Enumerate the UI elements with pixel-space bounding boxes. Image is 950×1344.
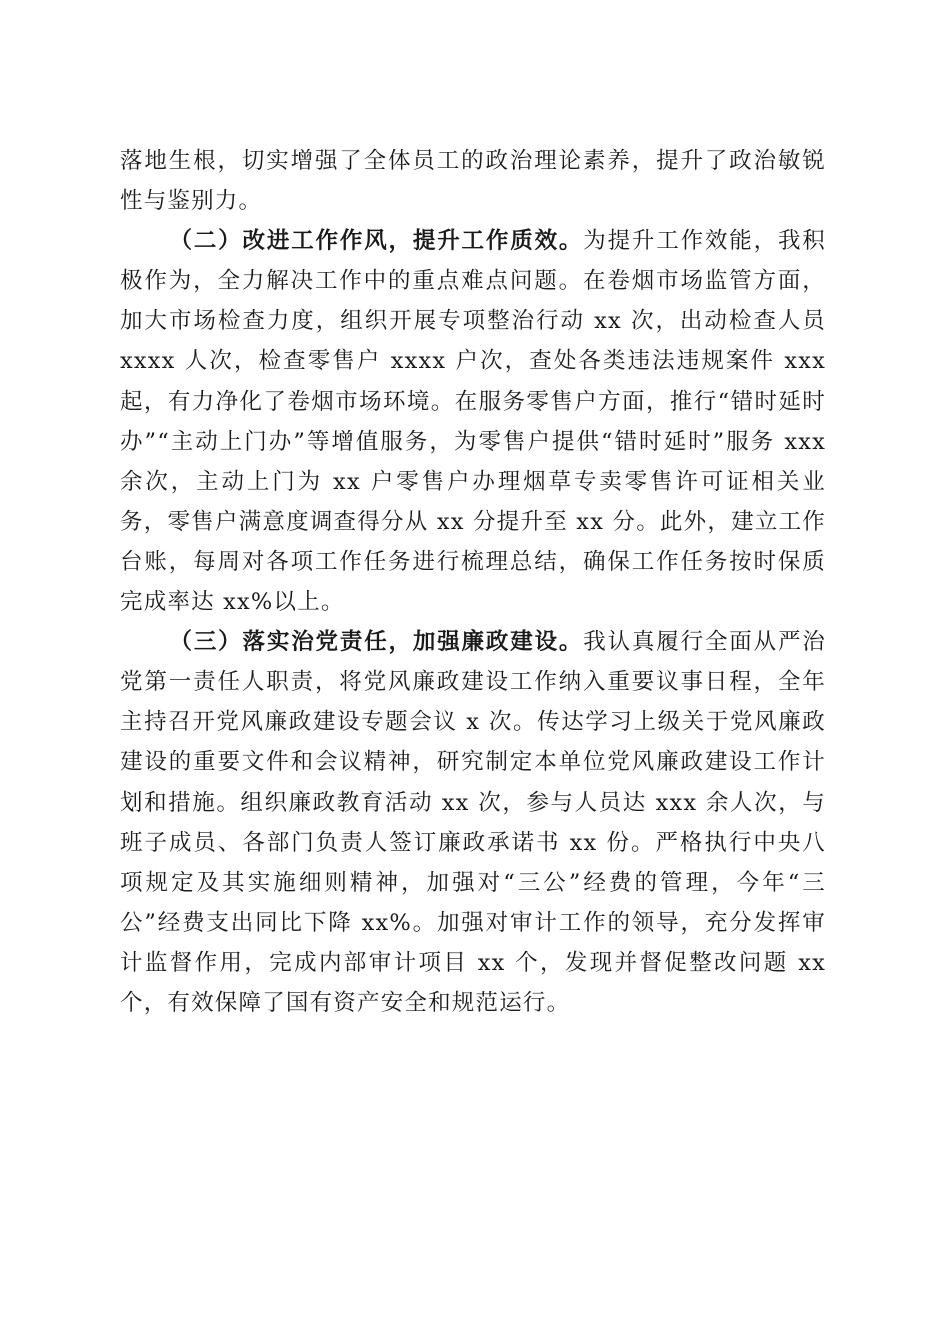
paragraph-text: 为提升工作效能，我积极作为，全力解决工作中的重点难点问题。在卷烟市场监管方面，加大市场检查力度，组织开展专项整治行动 xx 次，出动检查人员 xxxx 人次，检查零售户 xxxx 户次，查处各类违法违规案件 xxx 起，有力净化了卷烟市场环境。在服务零售户方面，推行“错时延时办”“主动上门办”等增值服务，为零售户提供“错时延时”服务 xxx 余次，主动上门为 xx 户零售户办理烟草专卖零售许可证相关业务，零售户满意度调查得分从 xx 分提升至 xx 分。此外，建立工作台账，每周对各项工作任务进行梳理总结，确保工作任务按时保质完成率达 xx%以上。 (120, 228, 826, 616)
paragraph-improve-work-style (120, 221, 826, 622)
section-heading-2: （二）改进工作作风，提升工作质效。 (169, 228, 584, 255)
section-heading-3: （三）落实治党责任，加强廉政建设。 (169, 629, 584, 656)
paragraph-continuation (120, 141, 826, 221)
paragraph-text: 落地生根，切实增强了全体员工的政治理论素养，提升了政治敏锐性与鉴别力。 (120, 148, 826, 215)
paragraph-text: 我认真履行全面从严治党第一责任人职责，将党风廉政建设工作纳入重要议事日程，全年主持召开党风廉政建设专题会议 x 次。传达学习上级关于党风廉政建设的重要文件和会议精神，研究制定本单位党风廉政建设工作计划和措施。组织廉政教育活动 xx 次，参与人员达 xxx 余人次，与班子成员、各部门负责人签订廉政承诺书 xx 份。严格执行中央八项规定及其实施细则精神，加强对“三公”经费的管理，今年“三公”经费支出同比下降 xx%。加强对审计工作的领导，充分发挥审计监督作用，完成内部审计项目 xx 个，发现并督促整改问题 xx 个，有效保障了国有资产安全和规范运行。 (120, 629, 826, 1016)
document-body (120, 141, 826, 1023)
paragraph-party-responsibility (120, 622, 826, 1023)
